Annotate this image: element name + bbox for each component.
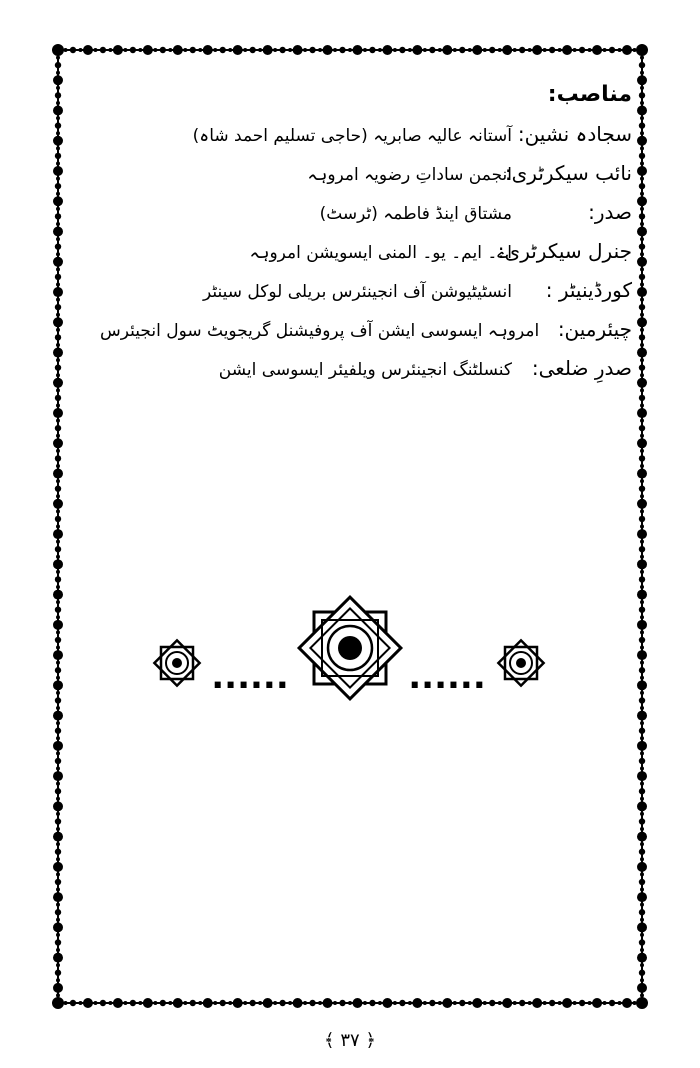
large-star-center-icon <box>299 597 401 699</box>
organization-name: آستانہ عالیہ صابریہ (حاجی تسلیم احمد شاہ) <box>192 126 512 146</box>
section-heading: مناصب: <box>547 82 632 107</box>
organization-name: انجمن ساداتِ رضویہ امروہہ <box>307 165 512 185</box>
organization-name: اے۔ ایم۔ یو۔ المنی ایسویشن امروہہ <box>249 243 512 263</box>
small-star-right-icon <box>498 640 543 685</box>
organization-name: انسٹیٹیوشن آف انجینئرس بریلی لوکل سینٹر <box>202 282 512 302</box>
position-title: کورڈینیٹر : <box>545 278 632 302</box>
organization-name: کنسلٹنگ انجینئرس ویلفیئر ایسوسی ایشن <box>218 360 512 380</box>
small-star-left-icon <box>154 640 199 685</box>
dots-right: ...... <box>408 657 486 697</box>
position-title: سجادہ نشین: <box>517 122 632 146</box>
dots-left: ...... <box>211 657 289 697</box>
position-title: صدرِ ضلعی: <box>531 356 632 380</box>
organization-name: امروہہ ایسوسی ایشن آف پروفیشنل گریجویٹ سول انجیئرس <box>100 321 540 341</box>
organization-name: مشتاق اینڈ فاطمہ (ٹرسٹ) <box>319 204 512 224</box>
page-number: ﴿ ۳۷ ﴾ <box>324 1030 376 1051</box>
position-title: جنرل سیکرٹری: <box>497 239 632 263</box>
position-title: چیئرمین: <box>557 317 632 341</box>
position-title: نائب سیکرٹری: <box>504 161 632 185</box>
position-title: صدر: <box>588 200 632 224</box>
